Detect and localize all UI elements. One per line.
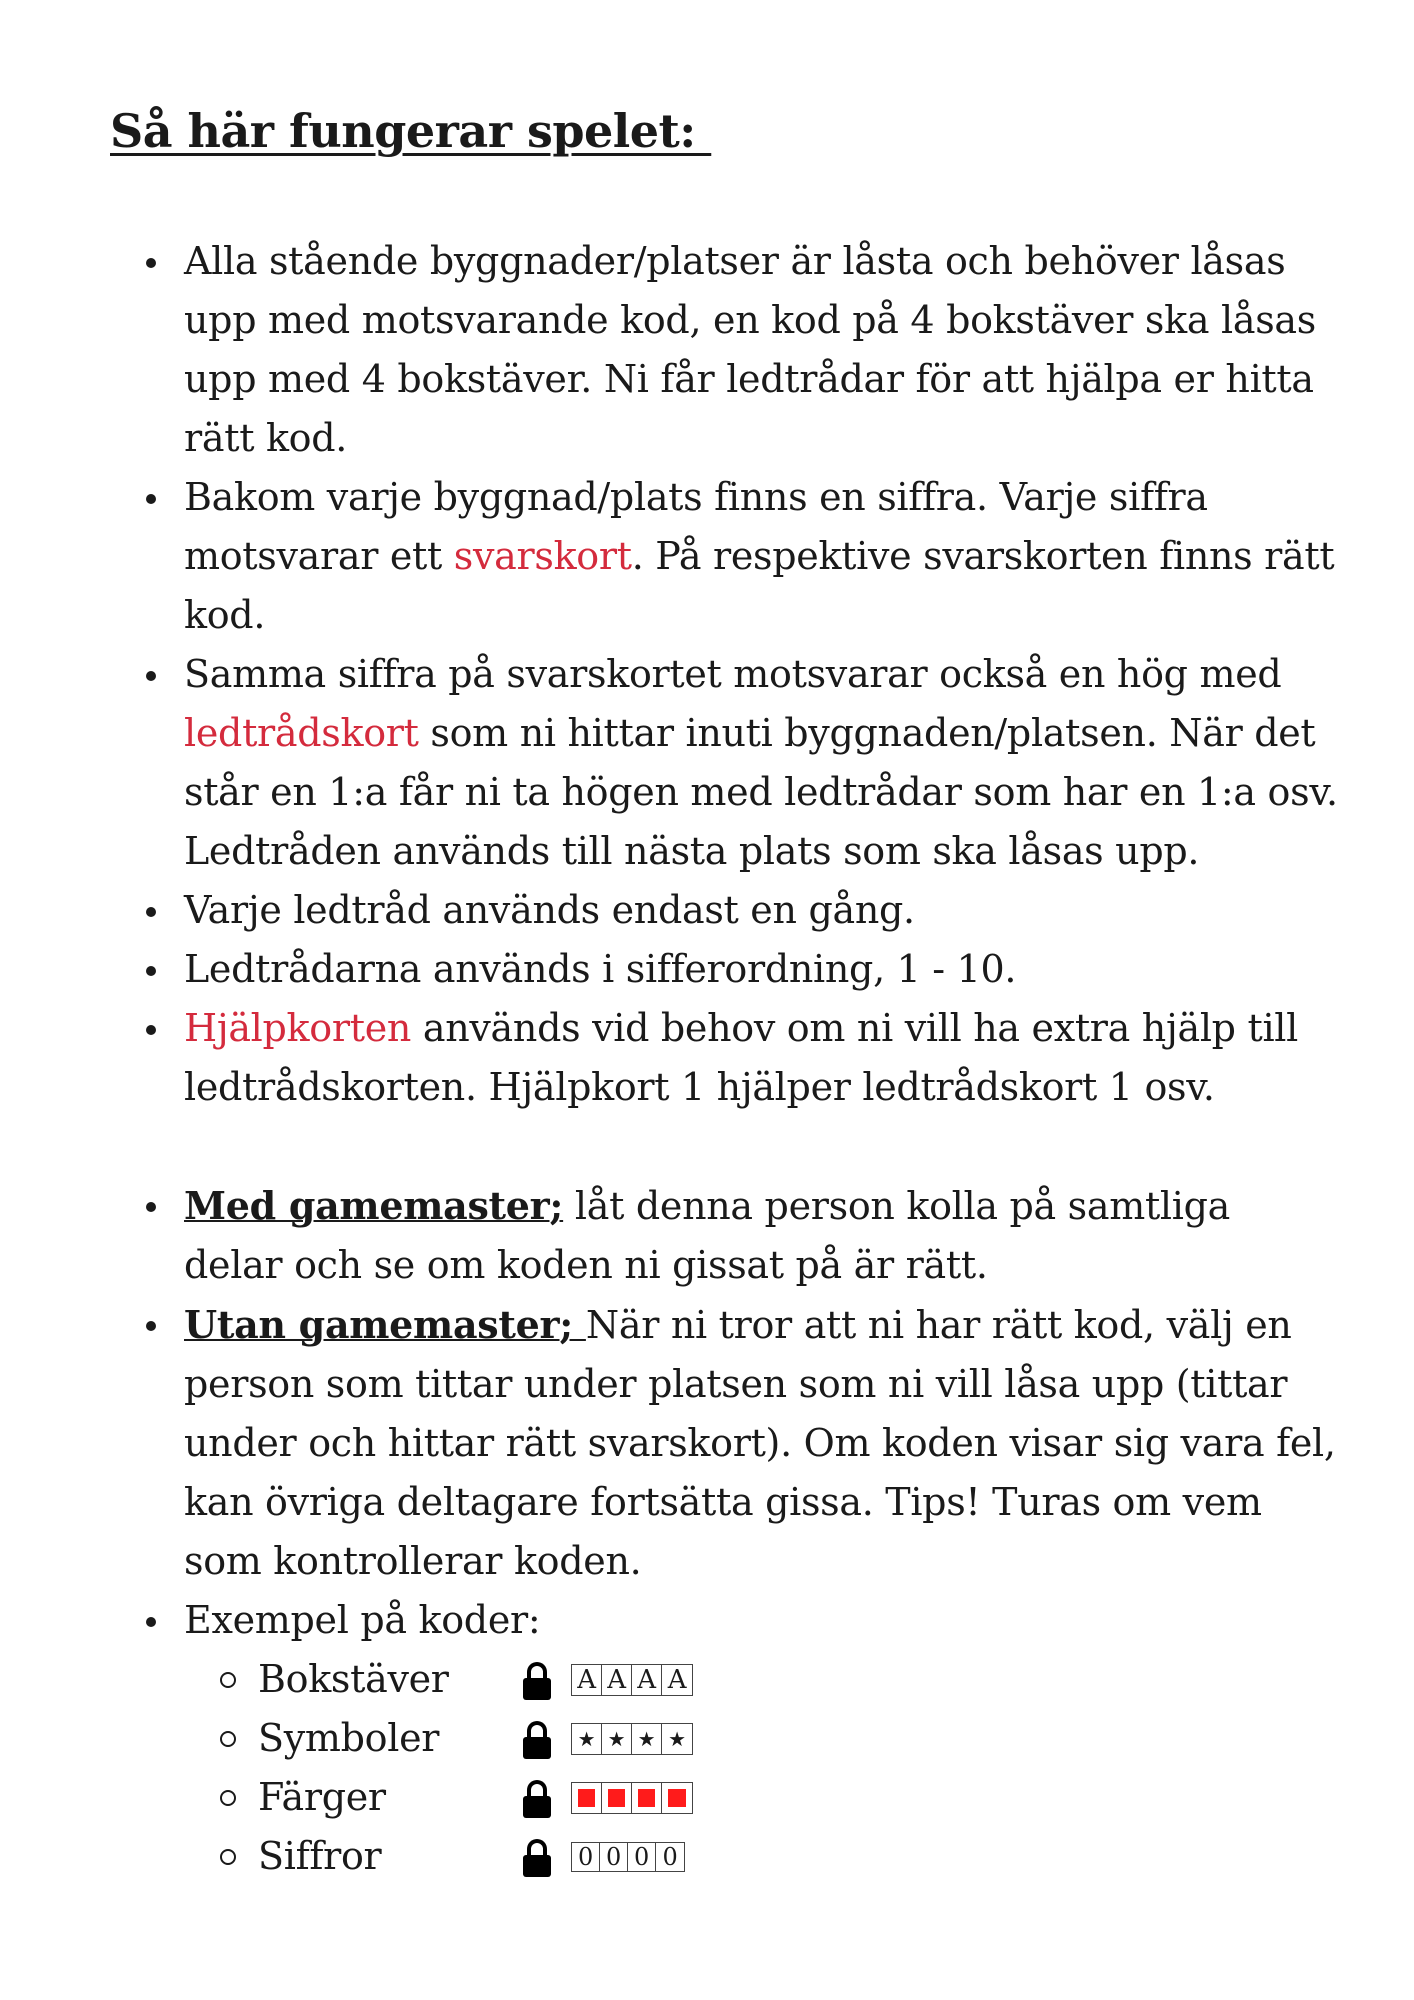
rule-text: Bakom varje byggnad/plats finns en siffra. Varje siffra motsvarar ett [184, 475, 1208, 578]
without-gamemaster-label: Utan gamemaster; [184, 1302, 586, 1347]
code-box: A [632, 1665, 662, 1695]
code-box: A [602, 1665, 632, 1695]
color-square [662, 1783, 692, 1813]
rule-text: Varje ledtråd används endast en gång. [184, 888, 915, 932]
example-label: Bokstäver [258, 1657, 449, 1701]
code-box: 0 [600, 1843, 628, 1871]
gamemaster-with-item [140, 1176, 1340, 1295]
rule-item [140, 645, 1340, 881]
examples-item [140, 1591, 1340, 1886]
star-icon: ★ [632, 1724, 662, 1754]
lock-icon [523, 1778, 549, 1818]
rule-text: som ni hittar inuti byggnaden/platsen. När det står en 1:a får ni ta högen med ledtrådar som har en 1:a osv. Ledtråden används till nästa plats som ska låsas upp. [184, 711, 1338, 873]
rule-text: används vid behov om ni vill ha extra hjälp till ledtrådskorten. Hjälpkort 1 hjälper ledtrådskort 1 osv. [184, 1006, 1299, 1109]
svarskort-highlight: svarskort [453, 534, 632, 578]
lock-icon [523, 1660, 549, 1700]
hjalpkorten-highlight: Hjälpkorten [184, 1006, 412, 1050]
rule-item [140, 881, 1340, 940]
rule-item [140, 232, 1340, 468]
examples-heading: Exempel på koder: [184, 1598, 541, 1642]
rule-text: . På respektive svarskorten finns rätt kod. [184, 534, 1335, 637]
example-symbols [214, 1709, 1340, 1768]
example-digits [214, 1827, 1340, 1886]
rules-list [140, 232, 1340, 1886]
code-boxes-colors [571, 1782, 693, 1814]
without-gamemaster-text: När ni tror att ni har rätt kod, välj en person som tittar under platsen som ni vill låsa upp (tittar under och hittar rätt svarskort). Om koden visar sig vara fel, kan övriga deltagare fortsätta gissa. Tips! Turas om vem som kontrollerar koden. [184, 1303, 1336, 1583]
with-gamemaster-label: Med gamemaster; [184, 1183, 564, 1228]
ledtradskort-highlight: ledtrådskort [184, 711, 419, 755]
gamemaster-without-item [140, 1295, 1340, 1591]
code-box: A [667, 1664, 687, 1695]
rule-text: Samma siffra på svarskortet motsvarar också en hög med [184, 652, 1282, 696]
page-title: Så här fungerar spelet: [110, 104, 712, 158]
code-boxes-digits [571, 1842, 685, 1872]
rule-text: Ledtrådarna används i sifferordning, 1 - 10. [184, 947, 1017, 991]
example-label: Siffror [258, 1834, 382, 1878]
example-label: Symboler [258, 1716, 440, 1760]
with-gamemaster-text: låt denna person kolla på samtliga delar och se om koden ni gissat på är rätt. [184, 1184, 1231, 1287]
color-square [602, 1783, 632, 1813]
lock-icon [523, 1719, 549, 1759]
color-square [572, 1783, 602, 1813]
example-label: Färger [258, 1775, 386, 1819]
rule-item [140, 468, 1340, 645]
code-box: 0 [628, 1843, 656, 1871]
code-boxes-stars [571, 1723, 693, 1755]
example-colors [214, 1768, 1340, 1827]
star-icon: ★ [668, 1726, 686, 1751]
code-boxes-letters [571, 1664, 693, 1696]
star-icon: ★ [572, 1724, 602, 1754]
color-square [632, 1783, 662, 1813]
code-box: 0 [662, 1842, 678, 1871]
lock-icon [523, 1837, 549, 1877]
example-letters [214, 1650, 1340, 1709]
star-icon: ★ [602, 1724, 632, 1754]
rule-item [140, 999, 1340, 1117]
rule-item [140, 940, 1340, 999]
code-box: 0 [572, 1843, 600, 1871]
code-box: A [572, 1665, 602, 1695]
examples-list [214, 1650, 1340, 1886]
rule-text: Alla stående byggnader/platser är låsta och behöver låsas upp med motsvarande kod, en kod på 4 bokstäver ska låsas upp med 4 bokstäver. Ni får ledtrådar för att hjälpa er hitta rätt kod. [184, 239, 1316, 460]
